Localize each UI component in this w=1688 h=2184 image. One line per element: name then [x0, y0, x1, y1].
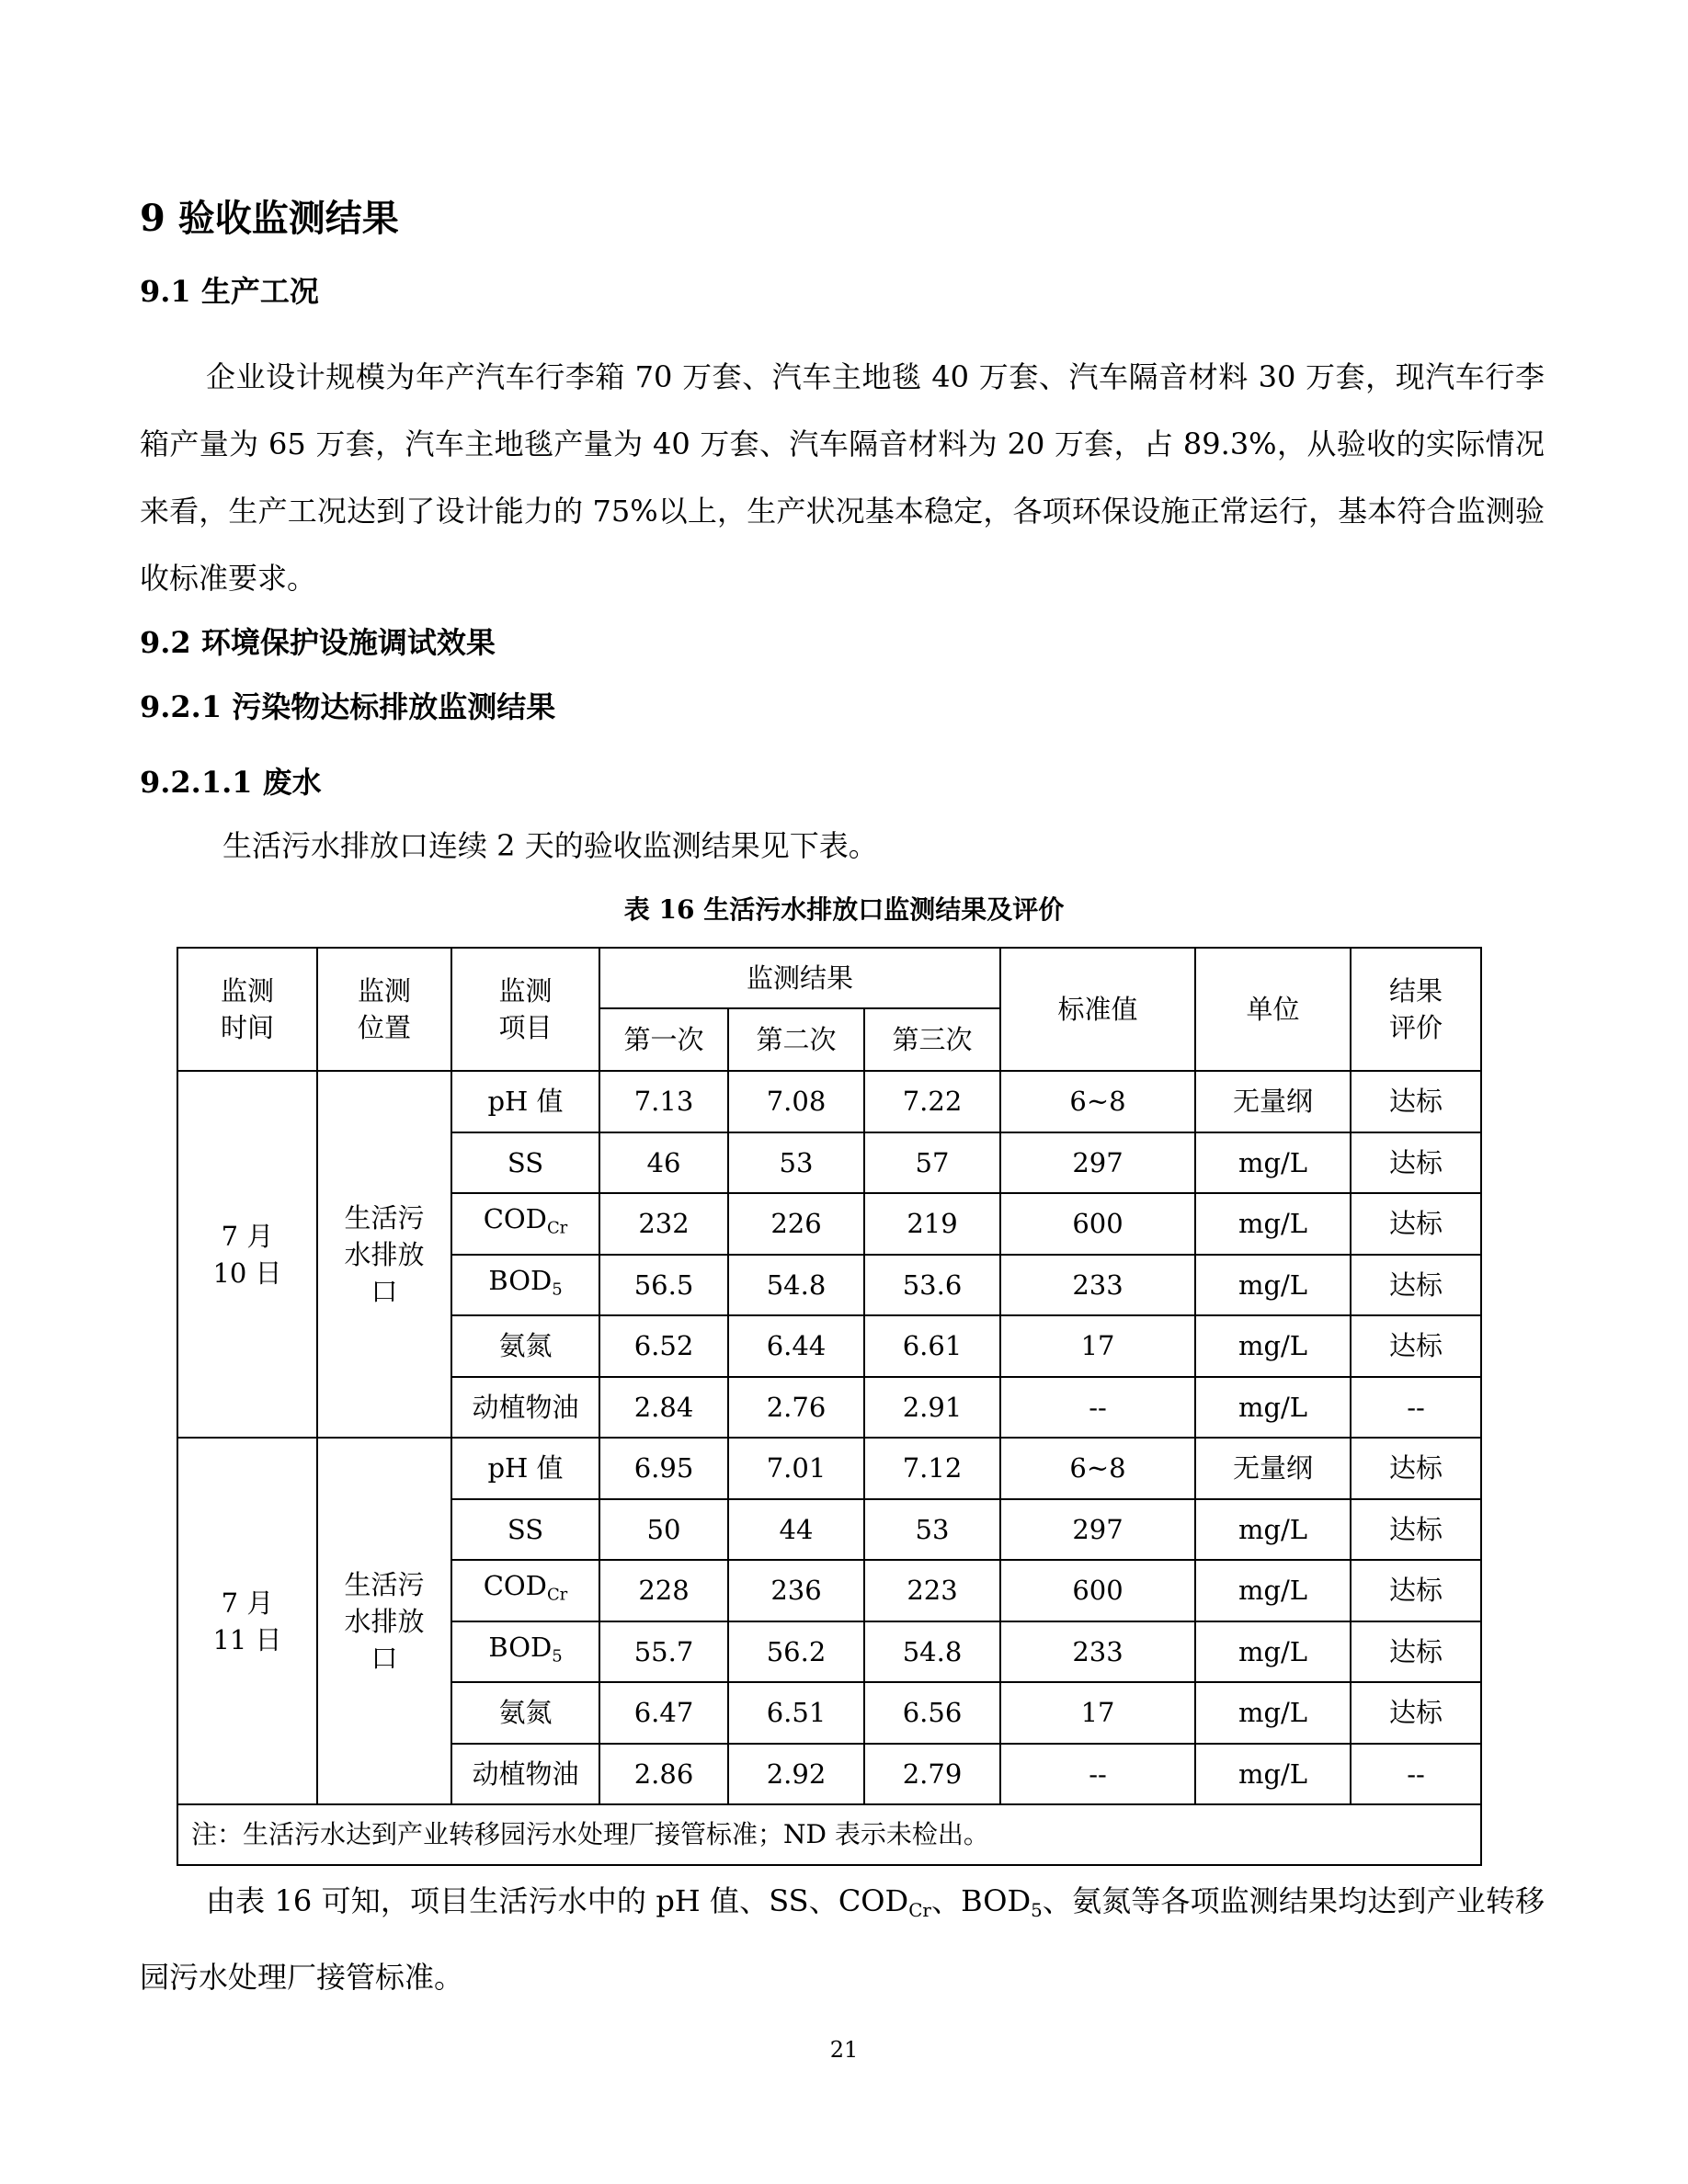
result-third: 53.6: [864, 1255, 1000, 1316]
header-results: 监测结果: [599, 948, 1000, 1008]
unit-value: mg/L: [1195, 1193, 1351, 1255]
result-third: 223: [864, 1560, 1000, 1621]
evaluation-value: 达标: [1351, 1315, 1481, 1377]
result-second: 2.76: [728, 1377, 864, 1439]
standard-value: 600: [1000, 1560, 1195, 1621]
unit-value: mg/L: [1195, 1377, 1351, 1439]
result-second: 236: [728, 1560, 864, 1621]
unit-value: mg/L: [1195, 1744, 1351, 1805]
result-third: 2.79: [864, 1744, 1000, 1805]
standard-value: --: [1000, 1377, 1195, 1439]
table-note: 注：生活污水达到产业转移园污水处理厂接管标准；ND 表示未检出。: [177, 1804, 1481, 1865]
monitoring-item: 氨氮: [451, 1682, 599, 1744]
production-conditions-paragraph: 企业设计规模为年产汽车行李箱 70 万套、汽车主地毯 40 万套、汽车隔音材料 30 万套，现汽车行李箱产量为 65 万套，汽车主地毯产量为 40 万套、汽车隔音材料为 20 万套，占 89.3%，从验收的实际情况来看，生产工况达到了设计能力的 75%以上，生产状况基本稳定，各项环保设施正常运行，基本符合监测验收标准要求。: [140, 359, 1545, 596]
evaluation-value: 达标: [1351, 1560, 1481, 1621]
monitoring-item: 氨氮: [451, 1315, 599, 1377]
result-third: 7.12: [864, 1438, 1000, 1499]
monitoring-location: 生活污水排放口: [317, 1071, 451, 1438]
evaluation-value: --: [1351, 1377, 1481, 1439]
result-third: 57: [864, 1132, 1000, 1194]
section-heading-9-2-1: 9.2.1 污染物达标排放监测结果: [140, 689, 556, 724]
table-caption: 表 16 生活污水排放口监测结果及评价: [623, 894, 1065, 925]
unit-value: mg/L: [1195, 1499, 1351, 1561]
result-first: 6.95: [599, 1438, 728, 1499]
result-first: 55.7: [599, 1621, 728, 1683]
result-second: 54.8: [728, 1255, 864, 1316]
header-evaluation: 结果评价: [1351, 948, 1481, 1071]
unit-value: mg/L: [1195, 1621, 1351, 1683]
monitoring-item: 动植物油: [451, 1377, 599, 1439]
result-third: 219: [864, 1193, 1000, 1255]
standard-value: 6~8: [1000, 1438, 1195, 1499]
monitoring-item: $COD_{Cr}$: [451, 1193, 599, 1255]
result-third: 54.8: [864, 1621, 1000, 1683]
standard-value: 17: [1000, 1682, 1195, 1744]
unit-value: 无量纲: [1195, 1438, 1351, 1499]
unit-value: mg/L: [1195, 1255, 1351, 1316]
evaluation-value: 达标: [1351, 1499, 1481, 1561]
result-third: 6.56: [864, 1682, 1000, 1744]
standard-value: 6~8: [1000, 1071, 1195, 1132]
standard-value: 17: [1000, 1315, 1195, 1377]
result-first: 56.5: [599, 1255, 728, 1316]
standard-value: 297: [1000, 1499, 1195, 1561]
monitoring-item: pH 值: [451, 1438, 599, 1499]
evaluation-value: 达标: [1351, 1255, 1481, 1316]
evaluation-value: 达标: [1351, 1193, 1481, 1255]
result-third: 6.61: [864, 1315, 1000, 1377]
result-first: 2.86: [599, 1744, 728, 1805]
unit-value: mg/L: [1195, 1682, 1351, 1744]
result-third: 7.22: [864, 1071, 1000, 1132]
result-third: 53: [864, 1499, 1000, 1561]
unit-value: mg/L: [1195, 1315, 1351, 1377]
table-intro-text: 生活污水排放口连续 2 天的验收监测结果见下表。: [222, 828, 878, 863]
monitoring-item: pH 值: [451, 1071, 599, 1132]
result-first: 50: [599, 1499, 728, 1561]
result-third: 2.91: [864, 1377, 1000, 1439]
standard-value: 233: [1000, 1621, 1195, 1683]
section-heading-9-2-1-1: 9.2.1.1 废水: [140, 765, 322, 800]
header-standard: 标准值: [1000, 948, 1195, 1071]
result-second: 44: [728, 1499, 864, 1561]
section-heading-9-2: 9.2 环境保护设施调试效果: [140, 625, 496, 660]
result-second: 226: [728, 1193, 864, 1255]
standard-value: --: [1000, 1744, 1195, 1805]
monitoring-date: 7 月 11 日: [177, 1438, 317, 1804]
table-row: [177, 1071, 1481, 1132]
evaluation-value: 达标: [1351, 1682, 1481, 1744]
monitoring-item: $BOD_5$: [451, 1621, 599, 1683]
result-second: 7.08: [728, 1071, 864, 1132]
monitoring-item: $BOD_5$: [451, 1255, 599, 1316]
section-heading-9: 9 验收监测结果: [140, 197, 399, 240]
monitoring-item: 动植物油: [451, 1744, 599, 1805]
header-location: 监测位置: [317, 948, 451, 1071]
result-first: 6.47: [599, 1682, 728, 1744]
result-second: 7.01: [728, 1438, 864, 1499]
header-first: 第一次: [599, 1008, 728, 1071]
result-second: 53: [728, 1132, 864, 1194]
standard-value: 600: [1000, 1193, 1195, 1255]
result-first: 2.84: [599, 1377, 728, 1439]
section-heading-9-1: 9.1 生产工况: [140, 274, 319, 309]
result-first: 6.52: [599, 1315, 728, 1377]
evaluation-value: 达标: [1351, 1071, 1481, 1132]
result-second: 2.92: [728, 1744, 864, 1805]
unit-value: mg/L: [1195, 1560, 1351, 1621]
evaluation-value: --: [1351, 1744, 1481, 1805]
header-third: 第三次: [864, 1008, 1000, 1071]
monitoring-results-table: [177, 947, 1482, 1866]
monitoring-item: SS: [451, 1499, 599, 1561]
header-unit: 单位: [1195, 948, 1351, 1071]
unit-value: 无量纲: [1195, 1071, 1351, 1132]
result-second: 6.51: [728, 1682, 864, 1744]
conclusion-paragraph: 由表 16 可知，项目生活污水中的 pH 值、SS、$COD_{Cr}$、$BOD_5$、氨氮等各项监测结果均达到产业转移园污水处理厂接管标准。: [140, 1883, 1545, 1995]
result-first: 232: [599, 1193, 728, 1255]
result-second: 56.2: [728, 1621, 864, 1683]
result-first: 46: [599, 1132, 728, 1194]
header-second: 第二次: [728, 1008, 864, 1071]
evaluation-value: 达标: [1351, 1621, 1481, 1683]
monitoring-item: SS: [451, 1132, 599, 1194]
header-time: 监测时间: [177, 948, 317, 1071]
monitoring-date: 7 月 10 日: [177, 1071, 317, 1438]
evaluation-value: 达标: [1351, 1438, 1481, 1499]
result-first: 7.13: [599, 1071, 728, 1132]
unit-value: mg/L: [1195, 1132, 1351, 1194]
standard-value: 297: [1000, 1132, 1195, 1194]
monitoring-item: $COD_{Cr}$: [451, 1560, 599, 1621]
table-row: [177, 1438, 1481, 1499]
result-first: 228: [599, 1560, 728, 1621]
evaluation-value: 达标: [1351, 1132, 1481, 1194]
header-item: 监测项目: [451, 948, 599, 1071]
page-number: 21: [829, 2037, 859, 2063]
result-second: 6.44: [728, 1315, 864, 1377]
standard-value: 233: [1000, 1255, 1195, 1316]
monitoring-location: 生活污水排放口: [317, 1438, 451, 1804]
